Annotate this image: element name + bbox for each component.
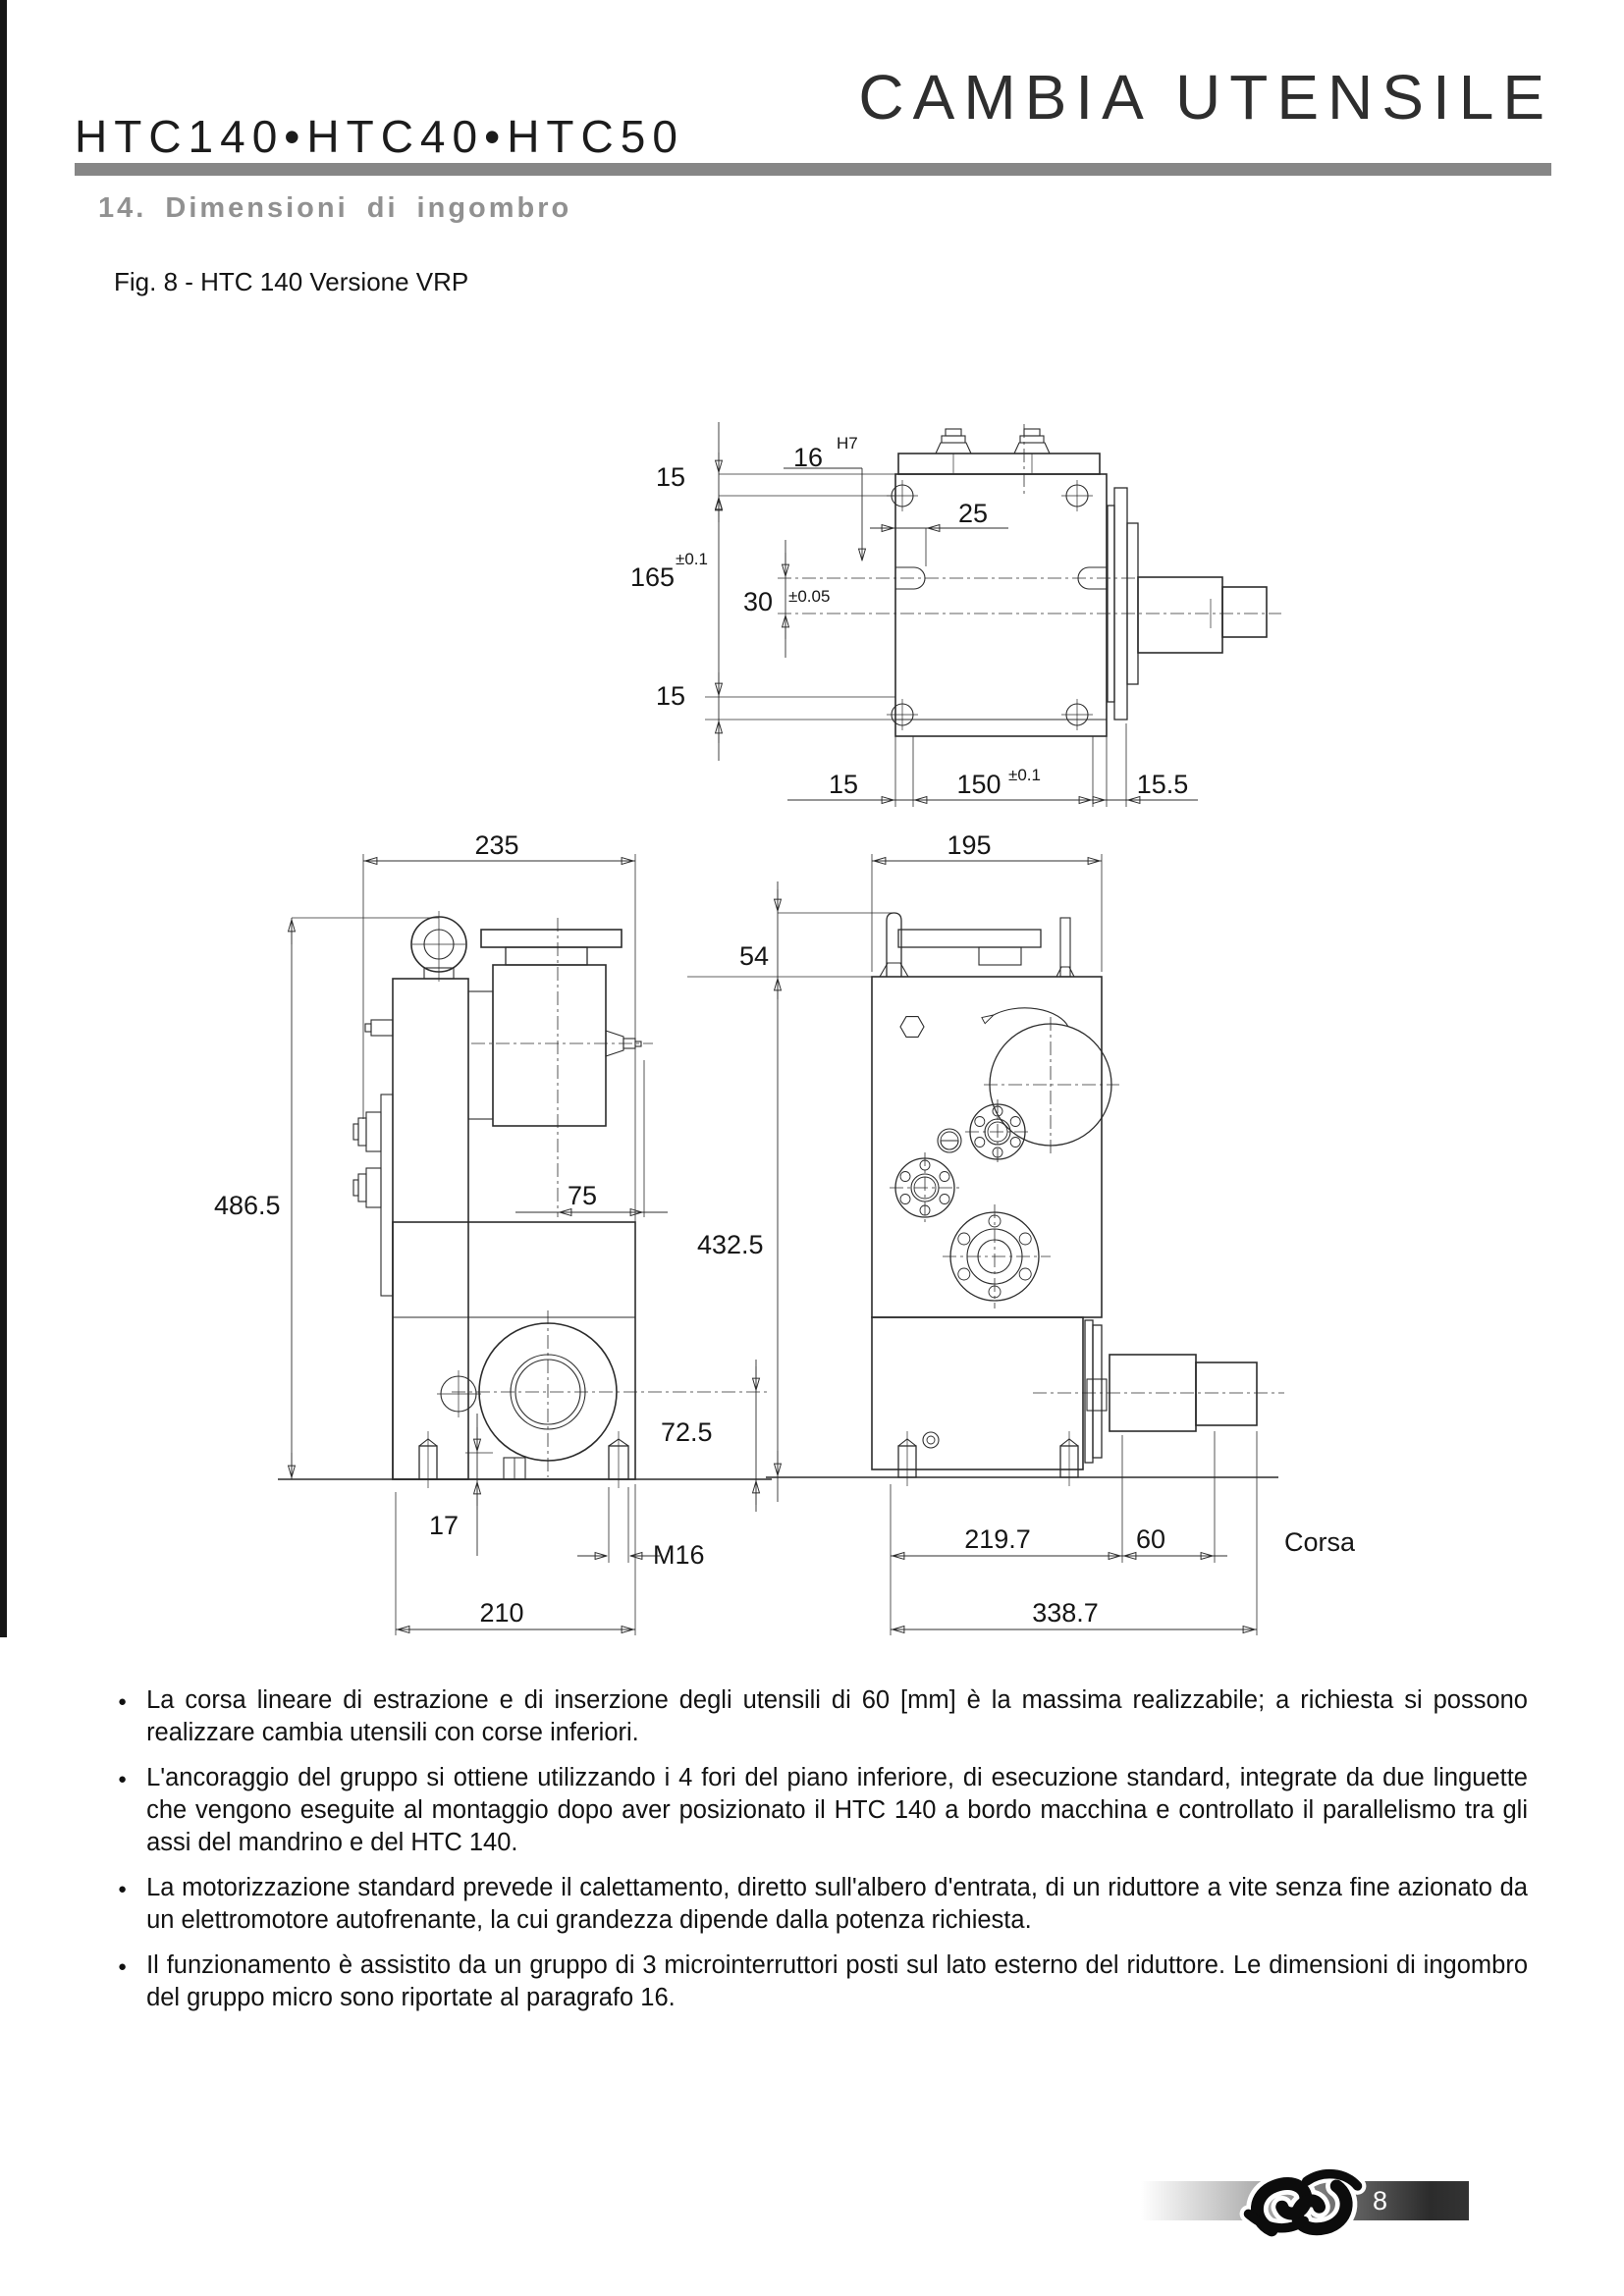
- tool-disc-shaft: [1033, 1320, 1284, 1463]
- dim-15-5: 15.5: [1136, 770, 1189, 799]
- dim-75: 75: [567, 1181, 598, 1210]
- dim-30-tol: ±0.05: [788, 587, 831, 606]
- drawing-top-view: [550, 378, 1335, 829]
- top-view-body: [778, 424, 1281, 736]
- bolt-circle-2: [890, 1152, 960, 1223]
- dim-432-5: 432.5: [697, 1230, 764, 1259]
- dim-15-row: 15: [828, 770, 859, 799]
- dim-17: 17: [429, 1511, 460, 1540]
- note-text: La motorizzazione standard prevede il calettamento, diretto sull'albero d'entrata, di un riduttore a vite senza fine azionato da un elettromotore autofrenante, la cui grandezza dipende dalla potenza richiesta.: [146, 1874, 1528, 1934]
- dim-150-tol: ±0.1: [1008, 766, 1041, 784]
- drawing-side-view: [648, 825, 1424, 1649]
- page-number: 8: [1373, 2186, 1388, 2216]
- dim-150: 150: [956, 770, 1001, 799]
- output-shaft: [1108, 488, 1267, 720]
- dim-165: 165: [630, 562, 676, 592]
- note-text: L'ancoraggio del gruppo si ottiene utilizzando i 4 fori del piano inferiore, di esecuzione standard, integrate da due linguette che vengono eseguite al montaggio dopo aver posizionato il HTC 140 a bordo macchina e controllato il parallelismo tra gli assi del mandrino e del HTC 140.: [146, 1764, 1528, 1856]
- top-view-dimensions: [630, 422, 1198, 807]
- note-text: La corsa lineare di estrazione e di inserzione degli utensili di 60 [mm] è la massima realizzabile; a richiesta si possono realizzare cambia utensili con corse inferiori.: [146, 1686, 1528, 1746]
- eyebolt: [411, 911, 466, 982]
- bolt-circle-1: [965, 1099, 1030, 1164]
- handle: [880, 913, 1074, 977]
- dim-m16: M16: [653, 1540, 705, 1570]
- dim-54: 54: [739, 941, 770, 971]
- dim-16-tol: H7: [837, 434, 858, 453]
- list-item: [118, 1872, 1528, 1937]
- dim-25: 25: [957, 499, 989, 528]
- label-corsa: Corsa: [1284, 1527, 1356, 1557]
- dim-15-top: 15: [656, 462, 686, 492]
- level-plug: [938, 1129, 961, 1152]
- list-item: [118, 1684, 1528, 1749]
- side-view-body: [766, 913, 1284, 1486]
- header-models: HTC140•HTC40•HTC50: [75, 111, 684, 162]
- note-text: Il funzionamento è assistito da un gruppo di 3 microinterruttori posti sul lato esterno del riduttore. Le dimensioni di ingombro del gruppo micro sono riportate al paragrafo 16.: [146, 1951, 1528, 2011]
- bullet-icon: ●: [118, 1693, 128, 1710]
- dim-60: 60: [1135, 1524, 1166, 1554]
- brand-logo: [1239, 2156, 1367, 2249]
- figure-caption: Fig. 8 - HTC 140 Versione VRP: [114, 267, 469, 296]
- hex-plug: [900, 1017, 924, 1038]
- bullet-icon: ●: [118, 1958, 128, 1975]
- mounting-holes: [887, 480, 1093, 730]
- dim-219-7: 219.7: [964, 1524, 1031, 1554]
- bolt-circle-3: [943, 1204, 1051, 1308]
- page-title: CAMBIA UTENSILE: [858, 62, 1553, 133]
- header-rule: [75, 163, 1551, 176]
- dim-210: 210: [479, 1598, 524, 1628]
- side-plugs: [353, 1020, 393, 1207]
- section-title: 14. Dimensioni di ingombro: [98, 192, 572, 224]
- dim-165-tol: ±0.1: [676, 550, 708, 568]
- top-plugs: [936, 429, 1050, 473]
- dim-235: 235: [474, 830, 519, 860]
- scan-edge-artifact: [0, 0, 7, 1637]
- bullet-icon: ●: [118, 1771, 128, 1788]
- motor: [468, 918, 653, 1217]
- dim-195: 195: [947, 830, 992, 860]
- dim-15-bottom: 15: [656, 681, 686, 711]
- list-item: [118, 1949, 1528, 2014]
- bullet-icon: ●: [118, 1881, 128, 1897]
- dim-486-5: 486.5: [214, 1191, 281, 1220]
- dim-338-7: 338.7: [1032, 1598, 1099, 1628]
- dim-16: 16: [793, 443, 824, 472]
- dim-30: 30: [743, 587, 774, 616]
- notes-list: [118, 1684, 1528, 2027]
- dim-72-5: 72.5: [661, 1417, 713, 1447]
- list-item: [118, 1762, 1528, 1859]
